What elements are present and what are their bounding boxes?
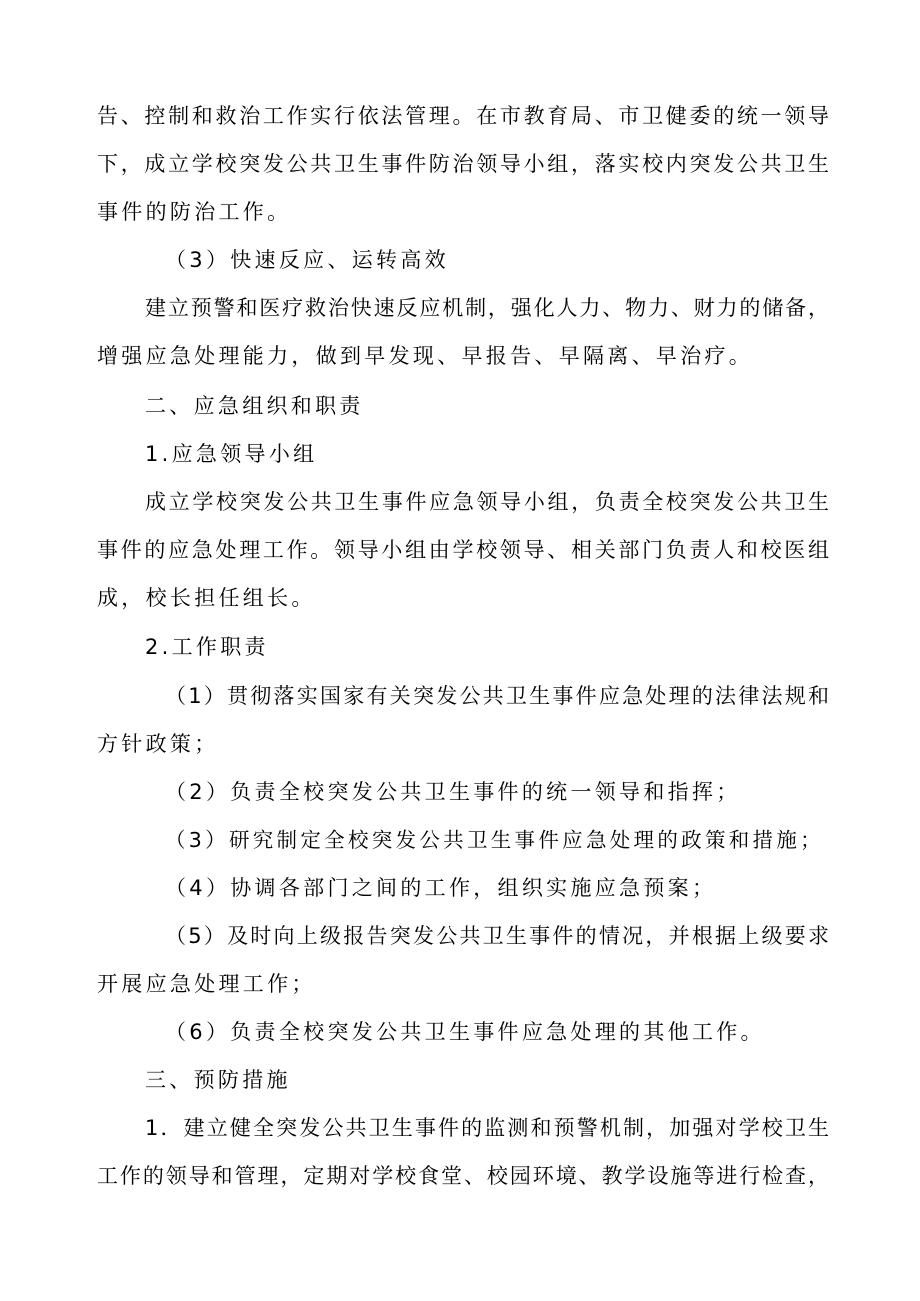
paragraph-line: 成立学校突发公共卫生事件应急领导小组，负责全校突发公共卫生: [145, 490, 829, 514]
subheading: 2.工作职责: [145, 635, 269, 659]
subheading: （3）快速反应、运转高效: [165, 248, 449, 272]
list-item-continuation: 方针政策；: [97, 732, 219, 756]
section-heading: 三、预防措施: [145, 1068, 291, 1092]
paragraph-line: 成，校长担任组长。: [97, 586, 316, 610]
subheading: 1.应急领导小组: [145, 442, 318, 466]
list-item-continuation: 开展应急处理工作；: [97, 972, 316, 996]
list-item: （2）负责全校突发公共卫生事件的统一领导和指挥；: [165, 780, 741, 804]
paragraph-line: 事件的防治工作。: [97, 200, 292, 224]
paragraph-line: 告、控制和救治工作实行依法管理。在市教育局、市卫健委的统一领导: [97, 104, 829, 128]
list-item: （5）及时向上级报告突发公共卫生事件的情况，并根据上级要求: [165, 924, 829, 948]
list-item: （4）协调各部门之间的工作，组织实施应急预案；: [165, 876, 717, 900]
paragraph-line: 下，成立学校突发公共卫生事件防治领导小组，落实校内突发公共卫生: [97, 152, 829, 176]
section-heading: 二、应急组织和职责: [145, 394, 364, 418]
paragraph-line: 1．建立健全突发公共卫生事件的监测和预警机制，加强对学校卫生: [145, 1116, 829, 1140]
list-item: （3）研究制定全校突发公共卫生事件应急处理的政策和措施；: [165, 828, 824, 852]
list-item: （1）贯彻落实国家有关突发公共卫生事件应急处理的法律法规和: [165, 684, 829, 708]
paragraph-line: 建立预警和医疗救治快速反应机制，强化人力、物力、财力的储备，: [145, 296, 829, 320]
paragraph-line: 增强应急处理能力，做到早发现、早报告、早隔离、早治疗。: [97, 344, 754, 368]
paragraph-line: 事件的应急处理工作。领导小组由学校领导、相关部门负责人和校医组: [97, 538, 829, 562]
paragraph-line: 工作的领导和管理，定期对学校食堂、校园环境、教学设施等进行检查，: [97, 1164, 829, 1188]
list-item: （6）负责全校突发公共卫生事件应急处理的其他工作。: [165, 1020, 765, 1044]
